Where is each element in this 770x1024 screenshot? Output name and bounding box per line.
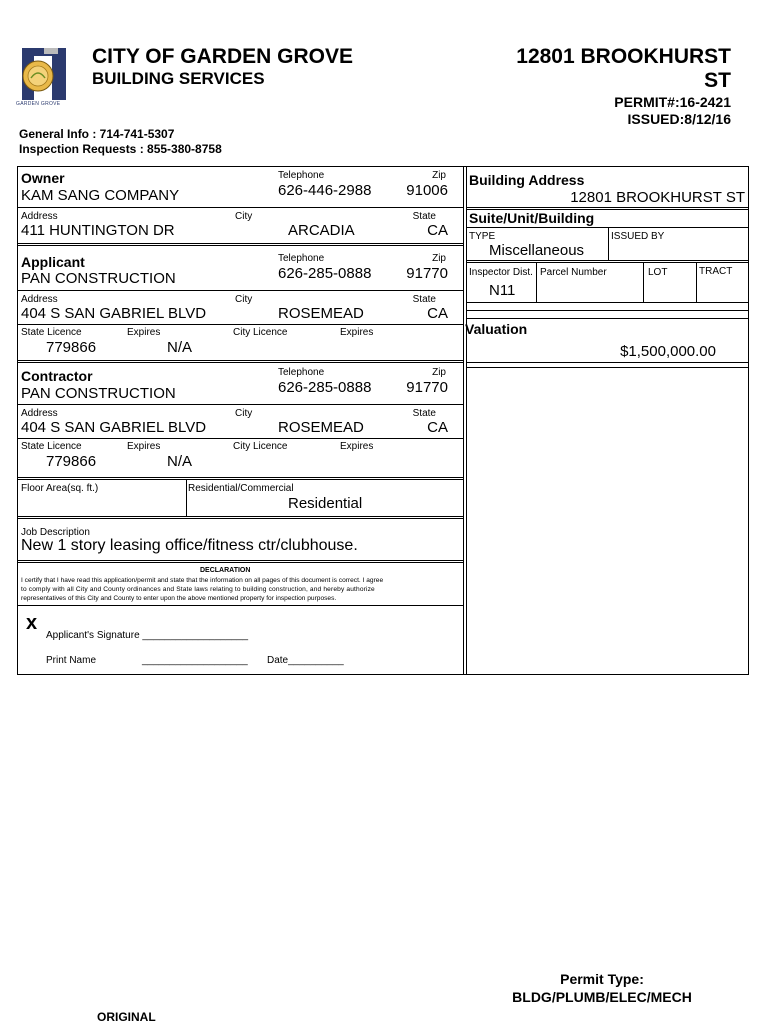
type-issued-divider [608, 227, 609, 260]
applicant-telephone: 626-285-0888 [278, 265, 372, 282]
lot-label: LOT [648, 267, 668, 278]
applicant-address: 404 S SAN GABRIEL BLVD [21, 305, 207, 322]
suite-unit-building-label: Suite/Unit/Building [469, 210, 595, 226]
applicant-state: CA [427, 305, 448, 322]
header-address-line1: 12801 BROOKHURST [516, 45, 731, 68]
parcel-divider-3 [466, 318, 749, 319]
building-address-label: Building Address [469, 172, 585, 188]
header-address-line2: ST [704, 69, 731, 92]
parcel-divider-1 [466, 302, 749, 303]
inspector-dist-label: Inspector Dist. [469, 267, 533, 278]
parcel-lot-divider [643, 262, 644, 302]
org-name: CITY OF GARDEN GROVE [92, 45, 353, 68]
owner-city: ARCADIA [288, 222, 355, 239]
residential-commercial-label: Residential/Commercial [188, 483, 294, 494]
type-label: TYPE [469, 231, 496, 242]
owner-telephone-label: Telephone [278, 170, 325, 181]
logo-caption: GARDEN GROVE [16, 101, 61, 107]
applicant-city-label: City [235, 294, 253, 305]
print-name-line[interactable]: ___________________ [142, 655, 248, 666]
contractor-city: ROSEMEAD [278, 419, 364, 436]
floor-area-label: Floor Area(sq. ft.) [21, 483, 99, 494]
applicant-state-licence: 779866 [46, 339, 97, 356]
contractor-address: 404 S SAN GABRIEL BLVD [21, 419, 207, 436]
inspection-requests: Inspection Requests : 855-380-8758 [19, 142, 222, 156]
date-line[interactable]: Date__________ [267, 655, 344, 666]
valuation-divider-2 [466, 367, 749, 368]
contractor-zip-label: Zip [432, 367, 446, 378]
contractor-divider [17, 404, 463, 405]
lot-tract-divider [696, 262, 697, 302]
applicant-state-label: State [412, 294, 436, 305]
contractor-state-licence: 779866 [46, 453, 97, 470]
applicant-zip: 91770 [406, 265, 448, 282]
type-value: Miscellaneous [489, 242, 585, 259]
owner-state: CA [427, 222, 448, 239]
applicant-signature-line[interactable]: Applicant's Signature ___________________ [46, 630, 249, 641]
department-name: BUILDING SERVICES [92, 69, 265, 88]
owner-address: 411 HUNTINGTON DR [21, 222, 175, 239]
issued-by-label: ISSUED BY [611, 231, 665, 242]
declaration-title: DECLARATION [200, 567, 251, 574]
floor-divider [186, 480, 187, 516]
applicant-heading: Applicant [21, 254, 85, 270]
permit-number: PERMIT#:16-2421 [614, 94, 731, 110]
permit-type-value: BLDG/PLUMB/ELEC/MECH [512, 989, 692, 1005]
issued-date: ISSUED:8/12/16 [627, 111, 731, 127]
valuation-value: $1,500,000.00 [620, 343, 716, 360]
applicant-licence-divider [17, 324, 463, 325]
column-divider-inner [466, 166, 467, 675]
type-section-end [466, 260, 749, 263]
applicant-section-end [17, 360, 463, 363]
applicant-divider [17, 290, 463, 291]
owner-state-label: State [412, 211, 436, 222]
applicant-telephone-label: Telephone [278, 253, 325, 264]
contractor-city-label: City [235, 408, 253, 419]
owner-address-label: Address [21, 211, 58, 222]
contractor-heading: Contractor [21, 368, 93, 384]
parcel-divider-2 [466, 310, 749, 311]
original-stamp: ORIGINAL [97, 1010, 156, 1024]
contractor-section-end [17, 477, 463, 480]
contractor-state: CA [427, 419, 448, 436]
applicant-expires: N/A [167, 339, 193, 356]
tract-label: TRACT [699, 266, 733, 277]
residential-commercial-value: Residential [288, 495, 363, 512]
owner-divider [17, 207, 463, 208]
contractor-expires-label: Expires [127, 441, 161, 452]
parcel-number-label: Parcel Number [540, 267, 607, 278]
applicant-expires-label: Expires [127, 327, 161, 338]
column-divider [463, 166, 464, 675]
contractor-state-label: State [412, 408, 436, 419]
signature-mark: x [26, 612, 38, 634]
permit-type-label: Permit Type: [560, 971, 644, 987]
contractor-city-licence-expires-label: Expires [340, 441, 374, 452]
owner-zip-label: Zip [432, 170, 446, 181]
owner-city-label: City [235, 211, 253, 222]
declaration-line-1: I certify that I have read this application/permit and state that the information on all pages of this document is correct. I agree [21, 577, 384, 584]
declaration-line-2: to comply with all City and County ordinances and State laws relating to building construction, and hereby authorize [21, 586, 375, 593]
contractor-address-label: Address [21, 408, 58, 419]
applicant-state-licence-label: State Licence [21, 327, 82, 338]
owner-zip: 91006 [406, 182, 448, 199]
valuation-label: Valuation [465, 321, 528, 337]
owner-telephone: 626-446-2988 [278, 182, 372, 199]
general-info: General Info : 714-741-5307 [19, 127, 175, 141]
owner-heading: Owner [21, 170, 65, 186]
declaration-line-3: representatives of this City and County to enter upon the above mentioned property for inspection purposes. [21, 595, 337, 602]
contractor-expires: N/A [167, 453, 193, 470]
owner-name: KAM SANG COMPANY [21, 187, 180, 204]
contractor-name: PAN CONSTRUCTION [21, 385, 176, 402]
owner-section-end [17, 243, 463, 246]
applicant-name: PAN CONSTRUCTION [21, 270, 176, 287]
floor-section-end [17, 516, 463, 519]
inspector-dist-value: N11 [489, 282, 516, 299]
job-section-end [17, 560, 463, 563]
contractor-zip: 91770 [406, 379, 448, 396]
print-name-label: Print Name [46, 655, 97, 666]
applicant-city: ROSEMEAD [278, 305, 364, 322]
contractor-telephone-label: Telephone [278, 367, 325, 378]
applicant-zip-label: Zip [432, 253, 446, 264]
job-description-label: Job Description [21, 527, 90, 538]
applicant-city-licence-expires-label: Expires [340, 327, 374, 338]
inspector-parcel-divider [536, 262, 537, 302]
job-description: New 1 story leasing office/fitness ctr/clubhouse. [21, 537, 358, 554]
applicant-city-licence-label: City Licence [233, 327, 288, 338]
contractor-city-licence-label: City Licence [233, 441, 288, 452]
applicant-address-label: Address [21, 294, 58, 305]
contractor-licence-divider [17, 438, 463, 439]
declaration-divider [17, 605, 463, 606]
valuation-divider-1 [466, 362, 749, 363]
building-address: 12801 BROOKHURST ST [570, 189, 745, 206]
contractor-state-licence-label: State Licence [21, 441, 82, 452]
contractor-telephone: 626-285-0888 [278, 379, 372, 396]
